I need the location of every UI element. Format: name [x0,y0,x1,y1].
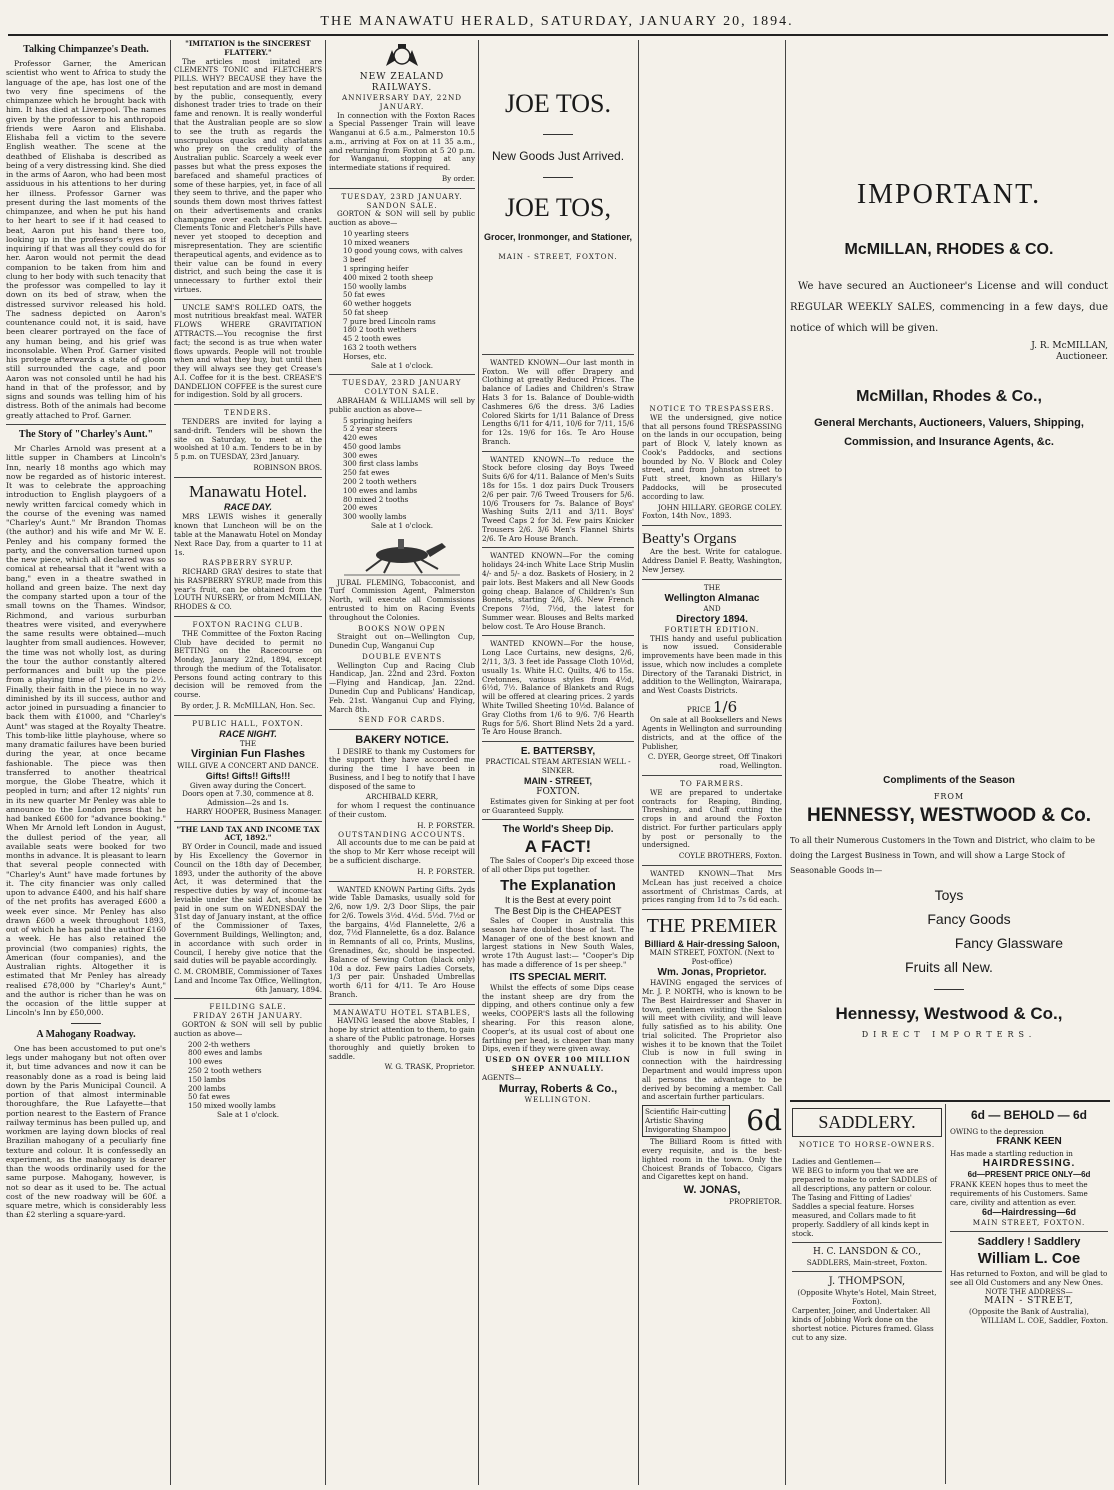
hotel-name: Manawatu Hotel. [188,481,308,501]
sandon-head: SANDON SALE. [366,200,438,210]
sandon-item: 45 2 tooth ewes [343,334,401,344]
compliments: Compliments of the Season [883,775,1015,786]
thompson-address: (Opposite Whyte's Hotel, Main Street, Foxton). [797,1288,937,1307]
friday-head: FRIDAY 26TH JANUARY. [192,1011,304,1021]
landtax-head: "THE LAND TAX AND INCOME TAX ACT, 1892." [176,824,320,843]
sandon-item: 180 2 tooth wethers [343,325,417,335]
foxton-club-sign: By order, J. R. McMILLAN, Hon. Sec. [180,701,316,711]
outstanding-head: OUTSTANDING ACCOUNTS. [338,829,466,839]
licence: We have secured an Auctioneer's License and will conduct REGULAR WEEKLY SALES, commencing in a few days, due notice of which will be given. [790,280,1108,334]
sandon-sale: Sale at 1 o'clock. [371,360,433,370]
grocer: Grocer, Ironmonger, and Stationer, [483,232,633,243]
w-jonas-sub: PROPRIETOR. [729,1196,782,1206]
raspberry-body: RICHARD GRAY desires to state that his RASPBERRY SYRUP, made from this year's fruit, can be obtained from the LOUTH NURSERY, or from McMILLAN, RHODES & CO. [174,567,322,612]
sandon-item: 150 woolly lambs [343,281,407,291]
column-rule [478,40,479,1485]
coyle: COYLE BROTHERS, Foxton. [678,851,782,861]
sandon-item: 3 beef [343,255,366,265]
behold: 6d — BEHOLD — 6d [970,1108,1087,1122]
saddlery-panel [792,1108,942,1342]
keen-2: FRANK KEEN hopes thus to meet the requirements of his Customers. Same care, civility and attention as ever. [950,1180,1088,1207]
colyton-item: 450 good lambs [343,441,401,451]
trask: W. G. TRASK, Proprietor. [384,1062,475,1072]
tenders-body: TENDERS are invited for laying a sand-drift. Tenders will be shown the site on Saturday, to meet at the woolshed at 10 a.m. Tenders to be in by 5 p.m. on TUESDAY, 23rd January. [174,417,322,462]
a-fact: A FACT! [524,836,592,856]
bakery-body: I DESIRE to thank my Customers for the support they have accorded me during the time I have been in Business, and I beg to notify that I have disposed of the same to [329,746,475,791]
foxton-club-body: THE Committee of the Foxton Racing Club have decided to permit no BETTING on the Racecourse on Monday, January 22nd, 1894, except through the medium of the Totalisator. Persons found acting contrary to this decision will be removed from the course. [174,628,322,700]
virginian-sub: WILL GIVE A CONCERT AND DANCE. [177,760,319,770]
sandon-item: 60 wether hoggets [343,299,412,309]
friday-item: 150 lambs [188,1074,226,1084]
landtax-body: BY Order in Council, made and issued by His Excellency the Governor in Council on the 18th day of December, 1893, under the authority of the above Act, it was determined that the respective duties by way of income-tax leviable under the said Act, should be paid in one sum on WEDNESDAY the 31st day of January instant, at the office of the Commissioner of Taxes, Government Buildings, Wellington; and, in accordance with such order in Council, I hereby give notice that the said duties will be payable accordingly. [174,842,322,966]
sheep-dip: The World's Sheep Dip. [502,824,614,836]
wanted-2: WANTED KNOWN—To reduce the Stock before closing day Boys Tweed Suits 6/6 for 4/11. Balance of Men's Suits 18s for 15s. 1 doz pairs Duck Trousers 2/6 per pair. 7/6 Tweed Trousers for 5/6. 10/6 Trousers for 7s. Balance of Boys' Washing Suits 2/11 and 3/11. Boys' Tweed Caps 2 for 3d. Few pairs Knicker Trousers 2/6. 3/6 Men's Flannel Shirts 2/6. Te Aro House Branch. [482,454,634,543]
double-head: DOUBLE EVENTS [362,651,442,661]
race-day: RACE DAY. [223,502,272,513]
hooper: HARRY HOOPER, Business Manager. [186,806,322,816]
fruits: Fruits all New. [905,958,993,975]
trespassers-head: NOTICE TO TRESPASSERS. [649,405,775,413]
battersby-foxton: FOXTON. [536,786,580,797]
friday-list [174,1041,322,1111]
colyton-item: 250 fat ewes [343,468,390,478]
sandon-list [329,230,475,362]
keen-main: MAIN STREET, FOXTON. [972,1218,1086,1228]
battersby-main: MAIN - STREET, [523,775,592,786]
forster-2: H. P. FORSTER. [417,866,475,876]
direct-importers: DIRECT IMPORTERS. [861,1029,1037,1039]
outstanding-body: All accounts due to me can be paid at the shop to Mr Kerr whose receipt will be a sufficient discharge. [329,838,475,865]
keen-body: Has made a startling reduction in [950,1148,1073,1158]
fancy-goods: Fancy Goods [927,910,1011,927]
colyton-item: 300 woolly lambs [343,512,407,522]
column-4 [482,40,634,1485]
foxton-club-head: FOXTON RACING CLUB. [192,620,304,630]
chimp-title: Talking Chimpanzee's Death. [23,44,149,55]
feilding-head: FEILDING SALE. [209,1002,287,1012]
billiard-body: The Billiard Room is fitted with every requisite, and is the best-lighted room in the town. Only the Choicest Brands of Tobacco, Cigars and Cigarettes kept on hand. [642,1137,782,1182]
bakery-more: for whom I request the continuance of their custom. [329,801,475,820]
books-head: BOOKS NOW OPEN [358,623,446,633]
battersby-body: Estimates given for Sinking at per foot or Guaranteed Supply. [482,796,634,815]
tenders-head: TENDERS. [224,408,272,418]
hotel-body: MRS LEWIS wishes it generally known that Luncheon will be on the table at the Manawatu Hotel on Monday Next Race Day, from a quarter to 11 at 1s. [174,512,322,557]
mcmillan: McMILLAN, RHODES & CO. [844,241,1054,259]
gifts-sub: Given away during the Concert. [189,780,307,790]
friday-body: GORTON & SON will sell by public auction as above— [174,1020,322,1038]
kerr: ARCHIBALD KERR, [365,792,439,802]
sandon-item: 7 pure bred Lincoln rams [343,316,436,326]
hennessy: HENNESSY, WESTWOOD & Co. [807,805,1091,826]
landson: H. C. LANSDON & CO., [812,1246,922,1257]
railways-head: NEW ZEALAND RAILWAYS. [359,72,445,93]
admission: Admission—2s and 1s. [207,798,289,808]
column-rule [170,40,171,1485]
books-body: Straight out on—Wellington Cup, Dunedin Cup, Wanganui Cup [329,632,475,651]
colyton-sale: Sale at 1 o'clock. [371,520,433,530]
farmers-body: WE are prepared to undertake contracts for Reaping, Binding, Threshing, and Chaff cutting the crops in and around the Foxton district. For further particulars apply by post or personally to the undersigned. [642,787,782,850]
thompson-body: Carpenter, Joiner, and Undertaker. All kinds of Jobbing Work done on the shortest notice. Pictures framed. Glass cut to any size. [792,1306,934,1343]
agents: AGENTS— [482,1072,522,1082]
column-rule [638,40,639,1485]
hairdressing-6d: 6d—Hairdressing—6d [981,1207,1077,1217]
column-rule [785,40,786,1485]
imitation-head: "IMITATION is the SINCEREST FLATTERY." [185,40,311,57]
sandon-item: 50 fat ewes [343,290,385,300]
mahogany-body: One has been accustomed to put one's legs under mahogany but not often over it, but time advances and now it can be reasonably done as a road is being laid down by the Paris Municipal Council. A portion of that almost interminable thoroughfare, the Rue Lafayette—that portion nearest to the Eastern of France railway terminus has been pulled up, and workmen are laying down blocks of real Brazilian mahogany of a peculiarly fine texture and colour. It is confessedly an experiment, as the mahogany is dearer than the woods ordinarily used for the same purpose. Mahogany, however, is not so dear as it used to be. The actual cost of the new roadway will be 60f. a square metre, which is considerably less than £2 sterling a square-yard. [6,1043,166,1220]
top-rule [8,34,1108,36]
colyton-head: COLYTON SALE. [364,387,440,397]
the-label: THE [239,738,257,748]
almanac-body: THIS handy and useful publication is now issued. Considerable improvements have been made in this issue, which now includes a complete Directory of the Taranaki District, in addition to the Wellington, Wairarapa, and West Coasts Districts. [642,633,782,696]
auctioneer: Auctioneer. [1056,351,1108,362]
trespassers-sign: JOHN HILLARY. GEORGE COLEY. [657,502,782,512]
used-on: USED ON OVER 100 MILLION SHEEP ANNUALLY. [485,1055,631,1073]
premier: THE PREMIER [646,915,778,938]
railways-sub: ANNIVERSARY DAY, 22ND JANUARY. [341,92,463,111]
mcmillan-2: McMillan, Rhodes & Co., [856,387,1042,405]
almanac: Wellington Almanac [664,592,760,604]
colyton-item: 420 ewes [343,433,378,443]
mclean: WANTED KNOWN—That Mrs McLean has just received a choice assortment of Christmas Cards, at prices ranging from 1d to 7s 6d each. [642,869,782,905]
from: FROM [933,792,965,801]
merit-body: Whilst the effects of some Dips cease the instant sheep are dry from the dipping, and others continue only a few weeks, COOPER'S lasts all the following shearing. For this reason alone, Cooper's, at its usual cost of about one farthing per head, is cheaper than many Dips, even if they were given away. [482,982,634,1054]
oats-ad: UNCLE SAM'S ROLLED OATS, the most nutritious breakfast meal. WATER FLOWS WHERE GRAVITATION ATTRACTS.—You recognise the first fact; the second is as true when water flows upwards. People will not trouble when and what they buy, but until then they will always see they get Crease's A.I. Coffee for it is the best. CREASE'S DANDELION COFFEE is the surest cure for indigestion. Sold by all grocers. [174,302,322,400]
mahogany-title: A Mahogany Roadway. [36,1028,136,1040]
chimp-body: Professor Garner, the American scientist who went to Africa to study the language of the ape, has lost one of the two very fine specimens of the chimpanzee which he brought back with him. It has died at Liverpool. The names given by the professor to his anthropoid friends were Aaron and Elishaba. Elishaba fell a victim to the severe English weather. The scene at the deathbed of Elishaba is described as being of a very distressing kind. She died in the arms of Aaron, who had been most assiduous in his attentions to her during her illness. Professor Garner was present during the last moments of the chimpanzee, and when he put his hand to her heart to see if it had ceased to beat, Aaron put his hand there too, looking up in the professor's eyes as if inquiring if that was all they could do for her. Aaron would not permit the dead companion to be taken from him and clung to her body with such tenacity that the professor was compelled to lay it down on its bed of straw, when the distressed survivor released his hold. The sadness depicted on Aaron's countenance could not, it is said, have been clearer portrayed on the face of any human being, and his grief was inconsolable. When Prof. Garner visited his protege afterwards a state of gloom still surrounded the cage, and poor Aaron was not consoled until he had his hand in that of the professor, and by signs and sounds was telling him of his distress. Both of the animals had become greatly attached to Prof. Garner. [6,59,166,420]
column-6 [790,40,1108,760]
coe-main: MAIN - STREET, [984,1295,1074,1306]
sandon-item: 50 fat sheep [343,307,388,317]
sandon-item: 400 mixed 2 tooth sheep [343,272,433,282]
present-price: 6d—PRESENT PRICE ONLY—6d [967,1170,1091,1179]
saddlery: SADDLERY. [792,1108,942,1137]
sandon-item: 1 springing heifer [343,264,409,273]
saddlers: SADDLERS, Main-street, Foxton. [806,1257,928,1267]
aunt-title: The Story of "Charley's Aunt." [18,428,154,440]
friday-sale: Sale at 1 o'clock. [217,1109,279,1119]
trespassers-date: Foxton, 14th Nov., 1893. [642,511,732,521]
friday-item: 800 ewes and lambs [188,1048,263,1058]
fact-body: The Sales of Cooper's Dip exceed those of all other Dips put together. [482,856,634,875]
column-rule [325,40,326,1485]
murray: Murray, Roberts & Co., [498,1082,618,1095]
stables-body: HAVING leased the above Stables, I hope by strict attention to them, to gain a share of the Public patronage. Horses thoroughly and quietly broken to saddle. [329,1016,475,1061]
forster: H. P. FORSTER. [417,820,475,830]
w-jonas: W. JONAS, [683,1184,741,1197]
battersby: E. BATTERSBY, [520,746,596,758]
colyton-item: 5 springing heifers [343,415,413,425]
new-goods: New Goods Just Arrived. [491,148,625,163]
sandon-item: 10 yearling steers [343,228,409,238]
the-label: THE [703,582,721,592]
services-box: Scientific Hair-cutting Artistic Shaving Invigorating Shampoo [642,1105,730,1137]
bakery-head: BAKERY NOTICE. [355,734,449,747]
colyton-item: 100 ewes and lambs [343,485,418,495]
column-2 [174,40,322,1485]
cards: SEND FOR CARDS. [358,715,446,725]
royal-crest-icon [382,42,422,70]
toys: Toys [934,886,964,903]
sandon-item: 163 2 tooth wethers [343,343,417,353]
colyton-item: 5 2 year steers [343,424,398,434]
billiard: Billiard & Hair-dressing Saloon, [644,938,780,949]
wanted-3: WANTED KNOWN—For the coming holidays 24-inch White Lace Strip Muslin 4/- and 5/- a doz. Baskets of Hosiery, in 2 pair lots. Best Makers and all New Goods going cheap. Balance of Children's Sun Bonnets, starting 2/6, 3/6. New French Crepons 7½d, 7½d, the latest for Summer wear. Blouses and Belts marked below cost. Te Aro House Branch. [482,551,634,631]
friday-item: 200 lambs [188,1083,226,1093]
premier-address: MAIN STREET, FOXTON. (Next to Post-office) [649,948,775,967]
joe-tos-1: JOE TOS. [505,89,611,118]
keen-panel [950,1108,1108,1325]
friday-item: 150 mixed woolly lambs [188,1101,276,1111]
sandon-body: GORTON & SON will sell by public auction as above— [329,209,475,228]
wellington: WELLINGTON. [524,1094,592,1104]
raspberry-head: RASPBERRY SYRUP. [202,558,294,568]
trespassers-body: WE the undersigned, give notice that all persons found TRESPASSING on the lands in our occupation, being part of Block V, lately known as Cook's Paddocks, and sections bounded by No. V Block and Coley street, and from Johnston street to Futt street, known as Hillary's Paddocks, will be prosecuted according to law. [642,412,782,501]
farmers-head: TO FARMERS. [680,778,744,788]
colyton-item: 80 mixed 2 tooths [343,494,409,504]
and-label: AND [703,603,721,613]
column-5 [642,405,782,1485]
railways-body: In connection with the Foxton Races a Special Passenger Train will leave Wanganui at 6.5 a.m., Palmerston 10.5 a.m., arriving at Fox on at 11 35 a.m., and returning from Foxton at 5 20 p.m. for Wanganui, stopping at any intermediate stations if required. [329,110,475,173]
racehorse-icon [342,533,462,577]
sales-body: Sales of Cooper in Australia this season have doubled those of last. The Manager of one of the best known and largest stations in New South Wales, wrote 17th August last:— "Cooper's Dip has made a difference of 1s per sheep." [482,916,634,969]
frank-keen: FRANK KEEN [996,1136,1062,1147]
tuesday-2: TUESDAY, 23RD JANUARY [342,378,462,388]
hairdressing: HAIRDRESSING. [982,1157,1076,1169]
ladies: Ladies and Gentlemen— [792,1156,881,1166]
jonas-body: HAVING engaged the services of Mr. J. P. NORTH, who is known to be The Best Hairdresser and Shaver in town, gentlemen visiting the Saloon will meet with civility, and will leave fully satisfied as to his ability. One trial solicited. The Proprietor also wishes it to be known that the Toilet Club is now in full swing in connection with the hairdressing Department and would impress upon all persons the advantage to be derived by becoming a member. Call and ascertain further particulars. [642,978,782,1102]
jonas: Wm. Jonas, Proprietor. [657,967,767,979]
price-value: 1/6 [713,697,738,716]
sandon-item: 10 mixed weaners [343,237,410,247]
jr-mcmillan: J. R. McMILLAN, [1031,340,1108,351]
colyton-list [329,417,475,522]
column-3 [329,40,475,1485]
wanted-1: WANTED KNOWN—Our last month in Foxton. We will offer Drapery and Clothing at greatly Reduced Prices. The balance of Ladies and Children's Straw Hats 3 for 1s. Balance of Double-width Cashmeres 6/6 the dress. 3/6 Ladies Colored Skirts for 1/11 Balance of Dress Lengths 6/11 for 4/11, 10/6 for 7/11, 15/6 for 12s. 19/6 for 16s. Te Aro House Branch. [482,357,634,446]
gifts: Gifts! Gifts!! Gifts!!! [205,770,291,781]
hennessy-panel [790,775,1108,1039]
opposite-bank: (Opposite the Bank of Australia), [969,1307,1089,1316]
jubal-body: JUBAL FLEMING, Tobacconist, and Turf Commission Agent, Palmerston North, will execute all Commissions entrusted to him on Racing Events throughout the Colonies. [329,577,475,622]
fancy-glassware: Fancy Glassware [954,934,1064,951]
friday-item: 200 2-th wethers [188,1039,251,1049]
price-label: PRICE [686,704,711,714]
hennessy-2: Hennessy, Westwood & Co., [835,1003,1063,1023]
colyton-item: 300 ewes [343,450,378,460]
sandon-item: 10 good young cows, with calves [343,246,463,256]
directory: Directory 1894. [676,613,748,625]
colyton-item: 200 ewes [343,503,378,513]
friday-item: 100 ewes [188,1057,223,1067]
parting-body: WANTED KNOWN Parting Gifts. 2yds wide Table Damasks, usually sold for 2/6, now 1/9. 2/3 Door Slips, the pair for 2/6. Towels 3½d. 4½d. 5½d. 7½d or the bargains, 4½d Flannelette, 2/6 a doz, 7½d Flannelette, 6s a doz. Balance in Remnants of all co, Prints, Muslins, Grenadines, &c, should be inspected. Balance of Sewing Cotton (black only) 10d a doz. Few pairs Ladies Corsets, 1/3 per pair. Unshaded Umbrellas worth 6/11 for 4/11. Te Aro House Branch. [329,884,475,999]
battersby-sub: PRACTICAL STEAM ARTESIAN WELL - SINKER. [485,757,631,776]
explanation: The Explanation [500,876,616,894]
important: IMPORTANT. [856,179,1042,210]
friday-item: 250 2 tooth wethers [188,1065,262,1075]
beatty: Beatty's Organs [642,531,737,548]
bottom-rule [790,1100,1110,1102]
landtax-sign: C. M. CROMBIE, Commissioner of Taxes Land and Income Tax Office, Wellington, 6th January, 1894. [174,967,322,994]
cheapest: The Best Dip is the CHEAPEST [494,906,622,917]
best-point: It is the Best at every point [504,895,612,906]
saddlery-2: Saddlery ! Saddlery [977,1236,1081,1249]
hall-head: PUBLIC HALL, FOXTON. [192,718,304,728]
friday-item: 50 fat ewes [188,1092,230,1102]
coe-sign: WILLIAM L. COE, Saddler, Foxton. [980,1316,1108,1325]
horse-owners: NOTICE TO HORSE-OWNERS. [798,1139,936,1149]
fortieth: FORTIETH EDITION. [664,624,760,634]
column-1 [6,40,166,1485]
saddlery-body: WE BEG to inform you that we are prepared to make to order SADDLES of all descriptions, any pattern or colour. The Tasing and Fitting of Ladies' Saddles a special feature. Horses measured, and Collars made to fit properly. Saddlery of all kinds kept in stock. [792,1165,937,1238]
hennessy-body: To all their Numerous Customers in the Town and District, who claim to be doing the Largest Business in Town, and will show a Large Stock of Seasonable Goods in— [790,836,1095,876]
joe-main-street: MAIN - STREET, FOXTON. [498,252,618,262]
almanac-sale: On sale at all Booksellers and News Agents in Wellington and surrounding districts, and at the office of the Publisher, [642,715,782,751]
imitation-body: The articles most imitated are CLEMENTS TONIC and FLETCHER'S PILLS. WHY? BECAUSE they have the best reputation and are most in demand by the public, consequently, every dishonest trader tries to trade on their fame and renown. It is really wonderful that the Australian people are so slow to see the truth as regards the unscrupulous quacks and charlatans who prey on the credulity of the Australian public. Scarcely a week ever passes but what the press exposes the barefaced and shameful practices of some of these harpies, yet, in face of all they seem to thrive, and the paper who sounds them down most thrives fattest on their advertisements and cranks champagne over each balance sheet. Clements Tonic and Fletcher's Pills have never yet stooped to deception and misrepresentation. They are scientific therapeutical agents, and evidence as to their value can be found in every district, and such being the case it is unnecessary to further extol their virtues. [174,56,322,294]
general: General Merchants, Auctioneers, Valuers, Shipping, Commission, and Insurance Agents, &c. [814,417,1084,448]
joe-tos-2: JOE TOS, [505,193,611,223]
beatty-body: Are the best. Write for catalogue. Address Daniel F. Beatty, Washington, New Jersey. [642,547,782,575]
six-pence: 6d [746,1104,782,1138]
dyer: C. DYER, George street, Off Tinakori road, Wellington. [647,752,782,771]
tenders-sign: ROBINSON BROS. [253,462,322,472]
colyton-item: 300 first class lambs [343,459,419,469]
owing: OWING to the depression [950,1127,1044,1136]
masthead: THE MANAWATU HERALD, SATURDAY, JANUARY 20, 1894. [320,14,794,29]
double-body: Wellington Cup and Racing Club Handicap, Jan. 22nd and 23rd. Foxton—Flying and Handicap, Jan. 22nd. Dunedin Cup and Publicans' Handicap, Feb. 21st. Wanganui Cup and Flying, March 8th. [329,660,475,714]
race-night: RACE NIGHT. [219,728,277,739]
coe: William L. Coe [977,1250,1081,1267]
sandon-item: Horses, etc. [343,351,387,361]
colyton-body: ABRAHAM & WILLIAMS will sell by public auction as above— [329,395,475,414]
virginian: Virginian Fun Flashes [190,748,306,761]
special-merit: ITS SPECIAL MERIT. [509,971,607,983]
wanted-4: WANTED KNOWN—For the house, Long Lace Curtains, new designs, 2/6, 2/11, 3/3. 3 feet ide Passage Cloth 10½d, usually 1s. White H.C. Quilts, 4/6 to 15s. Cretonnes, various styles from 4½d, 6½d, 7½. Balance of Blankets and Rugs will be offered at clearing prices. 2 yards White Twilled Sheeting 10½d. Balance of Gray Cloths from 1/6 to 9/6. 7/6 Hearth Rugs for 5/6. Short Blind Nets 2d a yard. Te Aro House Branch. [482,639,634,737]
thompson: J. THOMPSON, [828,1275,906,1287]
coe-body: Has returned to Foxton, and will be glad to see all Old Customers and any New Ones. [950,1268,1108,1287]
colyton-item: 200 2 tooth wethers [343,476,417,486]
note-address: NOTE THE ADDRESS— [985,1286,1073,1296]
aunt-body: Mr Charles Arnold was present at a little supper in Chambers at Lincoln's Inn, nearly 18 months ago which may now be regarded as of historic interest. It was to celebrate the approaching introduction to English playgoers of a newly written farcical comedy which in the course of the evening was named "Charley's Aunt." Mr Brandon Thomas (the author) and his wife and Mr W. E. Penley and his company formed the party, and the conversation turned upon the new piece, which all declared was so comical at rehearsal that it "went with a bang," even in a theatre swathed in holland and green baize. The next day the company started upon a tour of the small towns on the Thames. Windsor, Richmond, and various surburban theatres were visited, and everywhere the same results were obtained—much laughter from small audiences. However, the time was not wholly lost, as during the tour the author constantly altered performances and built up the piece from a playing time of 1½ hours to 2½. Finally, their faith in the piece in no way diminished by its ill success, author and actor joined in pursuading a financier to back them with £1000, and "Charley's Aunt" was staged at the Royalty Theatre. This tomb-like little playhouse, where so many dramatic failures have been buried during the year, at once became fashionable. The piece was then transferred to another theatrical morgue, the Globe Theatre, which it peopled in turn; and after 12 nights' run in its new quarter Mr Penley was able to announce to the London press that he had banked £600 for "advance booking." When Mr Arnold left London in August, the dullest period of the year, all available seats were booked for two months in advance. It is pleasant to learn that several people connected with "Charley's Aunt" have made fortunes by it. The city financier was only called upon to advance £400, and his half share of the net profits has averaged £600 a week ever since. Mr Penley has also drawn £600 a week throughout 1893, out of which he has paid the author £160 a week. He has also retained the provincial (two companies) rights, the American (four companies), and the Australian rights. Altogether it is estimated that Mr Penley has already realised £78,000 by "Charley's Aunt," and the author is richer than he was on the occasion of the little supper at Lincoln's Inn by £50,000. [6,444,166,1018]
stables-head: MANAWATU HOTEL STABLES, [333,1007,471,1017]
doors: Doors open at 7.30, commence at 8. [182,789,314,799]
tuesday-1: TUESDAY, 23RD JANUARY. [341,191,463,201]
railways-sign: By order. [441,173,475,183]
